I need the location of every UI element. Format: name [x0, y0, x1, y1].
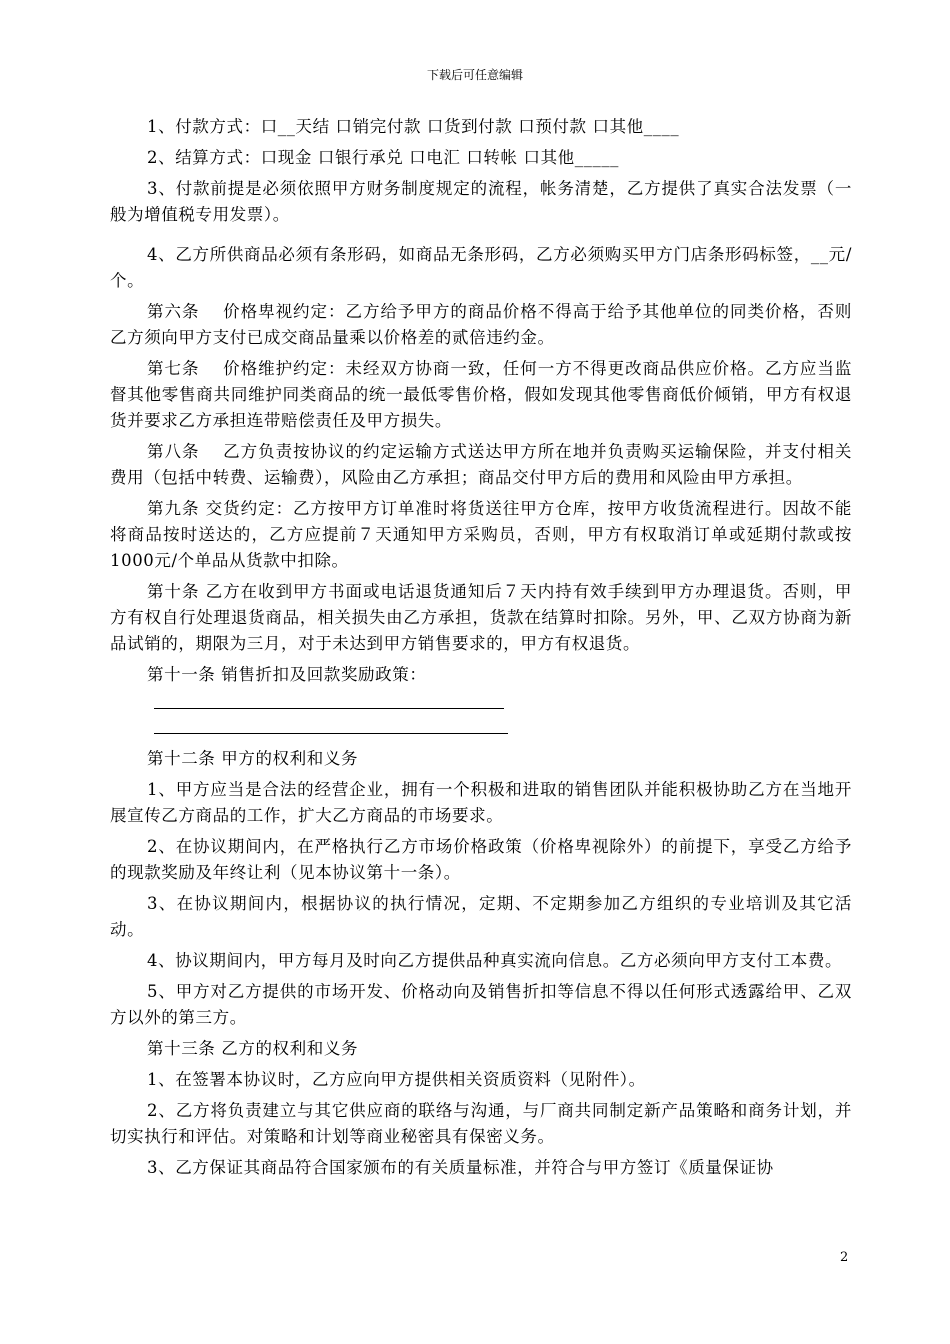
article-11-heading: 第十一条 销售折扣及回款奖励政策： [147, 665, 427, 684]
party-a-duty-4: 4、协议期间内，甲方每月及时向乙方提供品种真实流向信息。乙方必须向甲方支付工本费。 [147, 951, 843, 970]
party-b-duty-2: 2、乙方将负责建立与其它供应商的联络与沟通，与厂商共同制定新产品策略和商务计划，并切实执行和评估。对策略和计划等商业秘密具有保密义务。 [110, 1101, 852, 1146]
article-6: 第六条 价格卑视约定：乙方给予甲方的商品价格不得高于给予其他单位的同类价格，否则乙方须向甲方支付已成交商品量乘以价格差的贰倍违约金。 [110, 302, 852, 347]
article-12-heading: 第十二条 甲方的权利和义务 [147, 749, 359, 768]
fill-in-line [154, 708, 504, 709]
article-9: 第九条 交货约定：乙方按甲方订单准时将货送往甲方仓库，按甲方收货流程进行。因故不能将商品按时送达的，乙方应提前７天通知甲方采购员，否则，甲方有权取消订单或延期付款或按1000元/个单品从货款中扣除。 [110, 499, 852, 570]
article-7: 第七条 价格维护约定：未经双方协商一致，任何一方不得更改商品供应价格。乙方应当监督其他零售商共同维护同类商品的统一最低零售价格，假如发现其他零售商低价倾销，甲方有权退货并要求乙方承担连带赔偿责任及甲方损失。 [110, 359, 852, 430]
article-10: 第十条 乙方在收到甲方书面或电话退货通知后７天内持有效手续到甲方办理退货。否则，甲方有权自行处理退货商品，相关损失由乙方承担，货款在结算时扣除。另外，甲、乙双方协商为新品试销的，期限为三月，对于未达到甲方销售要求的，甲方有权退货。 [110, 582, 852, 653]
party-a-duty-1: 1、甲方应当是合法的经营企业，拥有一个积极和进取的销售团队并能积极协助乙方在当地开展宣传乙方商品的工作，扩大乙方商品的市场要求。 [110, 780, 852, 825]
page-number: 2 [840, 1250, 849, 1265]
barcode-clause: 4、乙方所供商品必须有条形码，如商品无条形码，乙方必须购买甲方门店条形码标签，__元/个。 [110, 245, 852, 290]
party-b-duty-3: 3、乙方保证其商品符合国家颁布的有关质量标准，并符合与甲方签订《质量保证协 [147, 1158, 774, 1177]
page-header: 下载后可任意编辑 [426, 68, 523, 82]
party-a-duty-2: 2、在协议期间内，在严格执行乙方市场价格政策（价格卑视除外）的前提下，享受乙方给予的现款奖励及年终让利（见本协议第十一条）。 [110, 837, 852, 882]
settlement-method-clause: 2、结算方式：口现金 口银行承兑 口电汇 口转帐 口其他_____ [147, 148, 620, 167]
party-a-duty-5: 5、甲方对乙方提供的市场开发、价格动向及销售折扣等信息不得以任何形式透露给甲、乙双方以外的第三方。 [110, 982, 852, 1027]
party-a-duty-3: 3、在协议期间内，根据协议的执行情况，定期、不定期参加乙方组织的专业培训及其它活动。 [110, 894, 852, 939]
article-8: 第八条 乙方负责按协议的约定运输方式送达甲方所在地并负责购买运输保险，并支付相关费用（包括中转费、运输费），风险由乙方承担；商品交付甲方后的费用和风险由甲方承担。 [110, 442, 852, 487]
fill-in-line [154, 733, 508, 734]
document-body [110, 114, 852, 1186]
payment-method-clause: 1、付款方式：口__天结 口销完付款 口货到付款 口预付款 口其他____ [147, 117, 680, 136]
payment-precondition-clause: 3、付款前提是必须依照甲方财务制度规定的流程，帐务清楚，乙方提供了真实合法发票（一般为增值税专用发票）。 [110, 179, 852, 224]
article-13-heading: 第十三条 乙方的权利和义务 [147, 1039, 359, 1058]
party-b-duty-1: 1、在签署本协议时，乙方应向甲方提供相关资质资料（见附件）。 [147, 1070, 646, 1089]
